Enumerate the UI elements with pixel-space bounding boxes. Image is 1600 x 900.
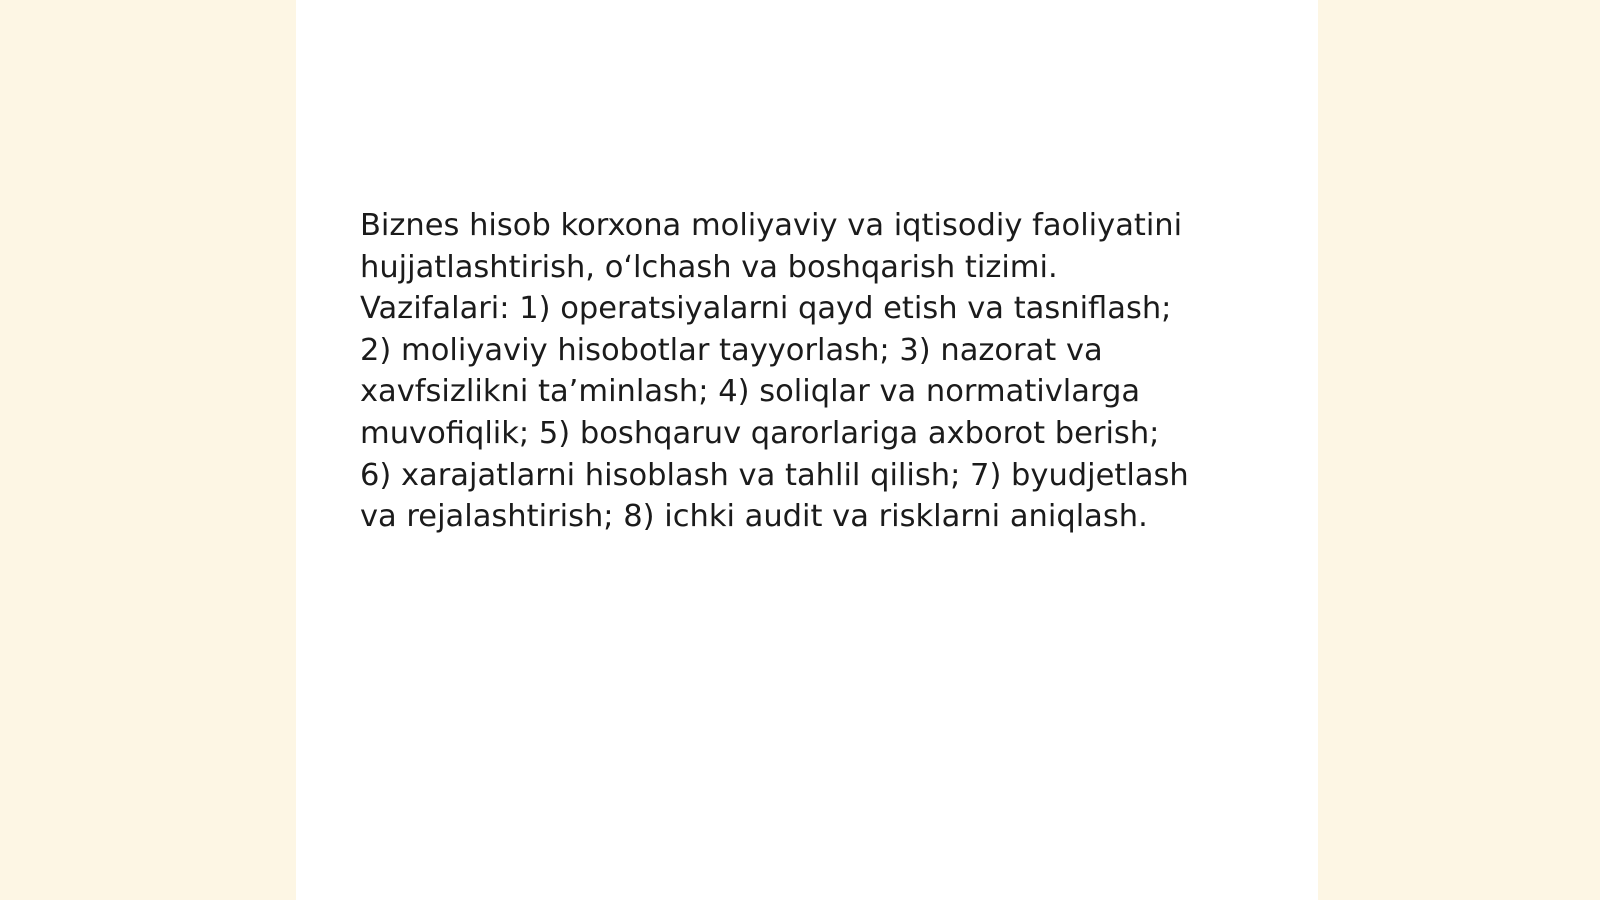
body-paragraph: Biznes hisob korxona moliyaviy va iqtisodiy faoliyatini hujjatlashtirish, oʻlchash va boshqarish tizimi. Vazifalari: 1) operatsiyalarni qayd etish va tasniflash; 2) moliyaviy hisobotlar tayyorlash; 3) nazorat va xavfsizlikni taʼminlash; 4) soliqlar va normativlarga muvofiqlik; 5) boshqaruv qarorlariga axborot berish; 6) xarajatlarni hisoblash va tahlil qilish; 7) byudjetlash va rejalashtirish; 8) ichki audit va risklarni aniqlash. [360, 208, 1189, 535]
document-page [296, 0, 1318, 900]
